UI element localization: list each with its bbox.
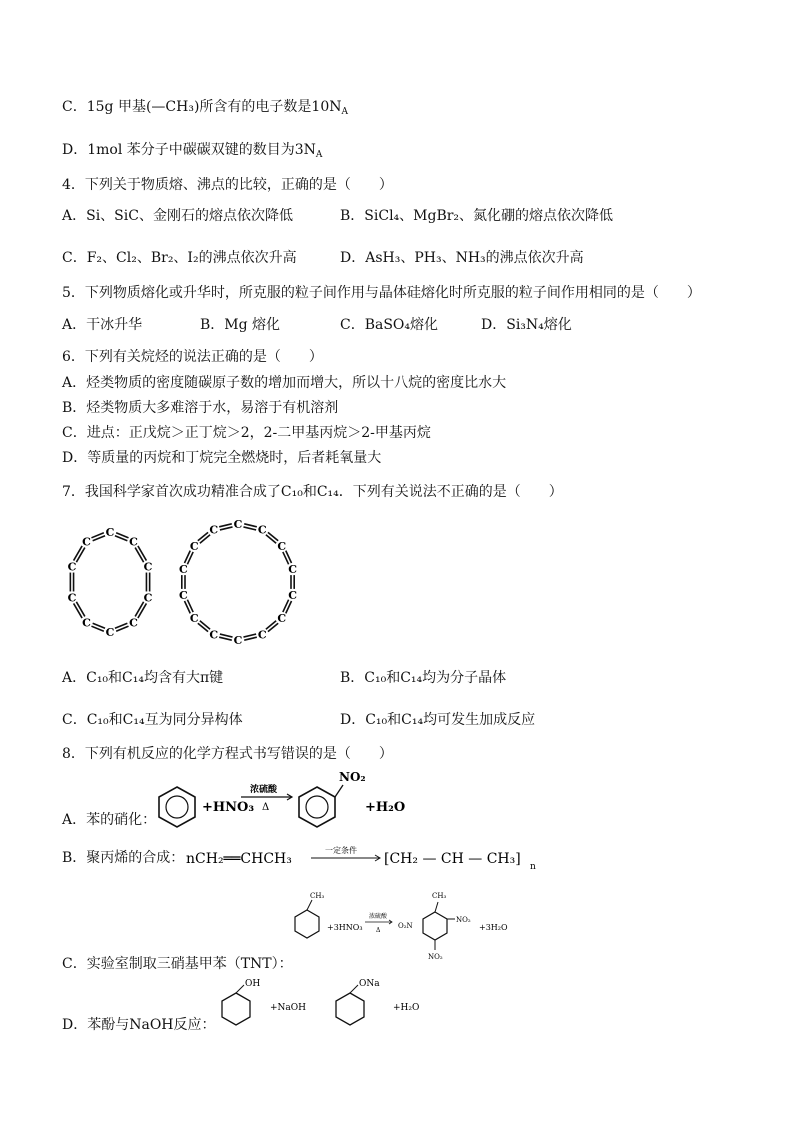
q3-option-c [62,98,348,116]
q8-optA-label: A．苯的硝化： [62,812,157,828]
q3-optC-suffix: 所含有的电子数是10N [199,99,342,115]
carbon-atom-label: C [257,523,267,537]
q8-stem: 8．下列有机反应的化学方程式书写错误的是（ ） [62,746,393,762]
q3-optD-sub: A [315,150,323,160]
c14-ring [179,518,297,647]
q8-optC-reagent: +3HNO₃ [327,923,363,932]
phenoxide-ring [336,993,364,1025]
carbon-bond [243,634,256,637]
carbon-bond [198,623,208,631]
q7-option-b: B．C₁₀和C₁₄均为分子晶体 [340,670,507,686]
carbon-bond [220,527,233,530]
q8-optC-ch3: CH₃ [310,892,325,900]
q4-option-d: D．AsH₃、PH₃、NH₃的沸点依次升高 [340,250,584,266]
carbon-bond [266,621,276,629]
q8-optD-product2: +H₂O [393,1003,420,1013]
bond-line [435,902,438,912]
carbon-atom-label: C [209,523,219,537]
q8-optB-equation [186,842,546,876]
carbon-atom-label: C [129,616,138,630]
q8-optB-n: n [530,862,536,872]
q8-optA-equation [155,765,415,835]
q8-optA-product2: +H₂O [365,800,406,815]
q7-option-d: D．C₁₀和C₁₄均可发生加成反应 [340,712,536,728]
q8-optD-label: D．苯酚与NaOH反应： [62,1017,216,1033]
toluene-ring [295,910,319,938]
q3-optD-prefix: D．1mol 苯分子中碳碳双键的数目为3N [62,142,316,158]
c10-ring [68,526,153,639]
carbon-atom-label: C [105,526,115,539]
q5-option-b: B．Mg 熔化 [200,317,281,333]
q3-optC-group: (—CH₃) [145,99,200,115]
carbon-atom-label: C [288,563,297,577]
q7-option-a: A．C₁₀和C₁₄均含有大π键 [62,670,224,686]
carbon-atom-label: C [189,539,199,553]
benzene-ring-reactant [159,787,195,827]
q7-option-c: C．C₁₀和C₁₄互为同分异构体 [62,712,243,728]
q8-optC-condition-top: 浓硫酸 [369,913,388,920]
q5-option-d: D．Si₃N₄熔化 [481,317,572,333]
bond-line [350,985,358,993]
q8-optD-ona: ONa [359,979,380,989]
carbon-bond [266,535,276,543]
tnt-ring [423,912,447,940]
carbon-atom-label: C [209,628,219,642]
q4-option-c: C．F₂、Cl₂、Br₂、I₂的沸点依次升高 [62,250,297,266]
q6-option-d: D．等质量的丙烷和丁烷完全燃烧时，后者耗氧量大 [62,450,382,466]
q8-optD-equation [218,975,433,1035]
carbon-atom-label: C [179,588,188,602]
carbon-atom-label: C [288,588,297,602]
q4-option-a: A．Si、SiC、金刚石的熔点依次降低 [62,208,293,224]
q5-option-a: A．干冰升华 [62,317,143,333]
q8-optB-condition: 一定条件 [325,846,357,855]
q8-optC-o2n: O₂N [398,922,413,930]
carbon-atom-label: C [277,612,287,626]
carbon-atom-label: C [257,628,267,642]
q6-option-c: C．进点：正戊烷＞正丁烷＞2，2-二甲基丙烷＞2-甲基丙烷 [62,425,431,441]
q5-stem: 5．下列物质熔化或升华时，所克服的粒子间作用与晶体硅熔化时所克服的粒子间作用相同的是（ ） [62,285,701,301]
q8-optA-condition-bottom: Δ [262,802,270,813]
q3-optC-sub: A [341,107,348,117]
carbon-bond [244,637,257,640]
q8-optC-ch3-product: CH₃ [432,892,447,900]
q8-optD-oh: OH [245,979,261,989]
carbon-atom-label: C [143,591,153,605]
phenol-ring [222,993,250,1025]
carbon-atom-label: C [105,626,115,639]
aromatic-circle [306,796,328,818]
carbon-rings-figure [55,515,305,650]
q4-stem: 4．下列关于物质熔、沸点的比较，正确的是（ ） [62,177,393,193]
q8-optB-reactant: nCH₂══CHCH₃ [186,851,292,867]
aromatic-circle [166,796,188,818]
q8-optD-reagent: +NaOH [270,1003,307,1013]
carbon-bond [220,634,233,637]
q8-optA-condition-top: 浓硫酸 [250,785,278,795]
bond-line [236,985,244,993]
q8-optB-label: B．聚丙烯的合成： [62,850,185,866]
carbon-atom-label: C [277,539,287,553]
carbon-bond [219,637,232,640]
carbon-atom-label: C [82,616,91,630]
carbon-atom-label: C [179,563,188,577]
benzene-ring-product [299,787,335,827]
bond-line [307,900,312,910]
q8-optC-no2-bottom: NO₂ [428,953,443,961]
q4-option-b: B．SiCl₄、MgBr₂、氮化硼的熔点依次降低 [340,208,614,224]
bond-line [335,785,343,797]
q8-optC-product2: +3H₂O [479,923,508,932]
q8-optA-reagent: +HNO₃ [202,800,255,815]
q8-optB-product: [CH₂ — CH — CH₃] [384,851,521,867]
q8-optC-equation [292,886,532,966]
q6-stem: 6．下列有关烷烃的说法正确的是（ ） [62,349,323,365]
carbon-atom-label: C [82,535,91,549]
q7-stem: 7．我国科学家首次成功精准合成了C₁₀和C₁₄．下列有关说法不正确的是（ ） [62,484,563,500]
carbon-atom-label: C [233,634,243,647]
q8-optC-condition-bottom: Δ [376,927,381,934]
carbon-atom-label: C [233,518,243,531]
q3-optC-prefix: C．15g 甲基 [62,99,146,115]
carbon-atom-label: C [67,591,77,605]
q5-option-c: C．BaSO₄熔化 [340,317,439,333]
q8-optC-no2-right: NO₂ [456,916,471,924]
q8-optA-group: NO₂ [339,770,366,784]
carbon-bond [244,524,257,527]
q6-option-b: B．烃类物质大多难溶于水，易溶于有机溶剂 [62,400,339,416]
q3-option-d [62,141,322,159]
q8-optC-label: C．实验室制取三硝基甲苯（TNT）： [62,956,293,972]
carbon-bond [219,524,232,527]
q6-option-a: A．烃类物质的密度随碳原子数的增加而增大，所以十八烷的密度比水大 [62,375,507,391]
carbon-bond [198,532,208,540]
carbon-atom-label: C [189,612,199,626]
carbon-atom-label: C [143,560,153,574]
carbon-atom-label: C [129,535,138,549]
carbon-bond [243,527,256,530]
carbon-atom-label: C [67,560,77,574]
